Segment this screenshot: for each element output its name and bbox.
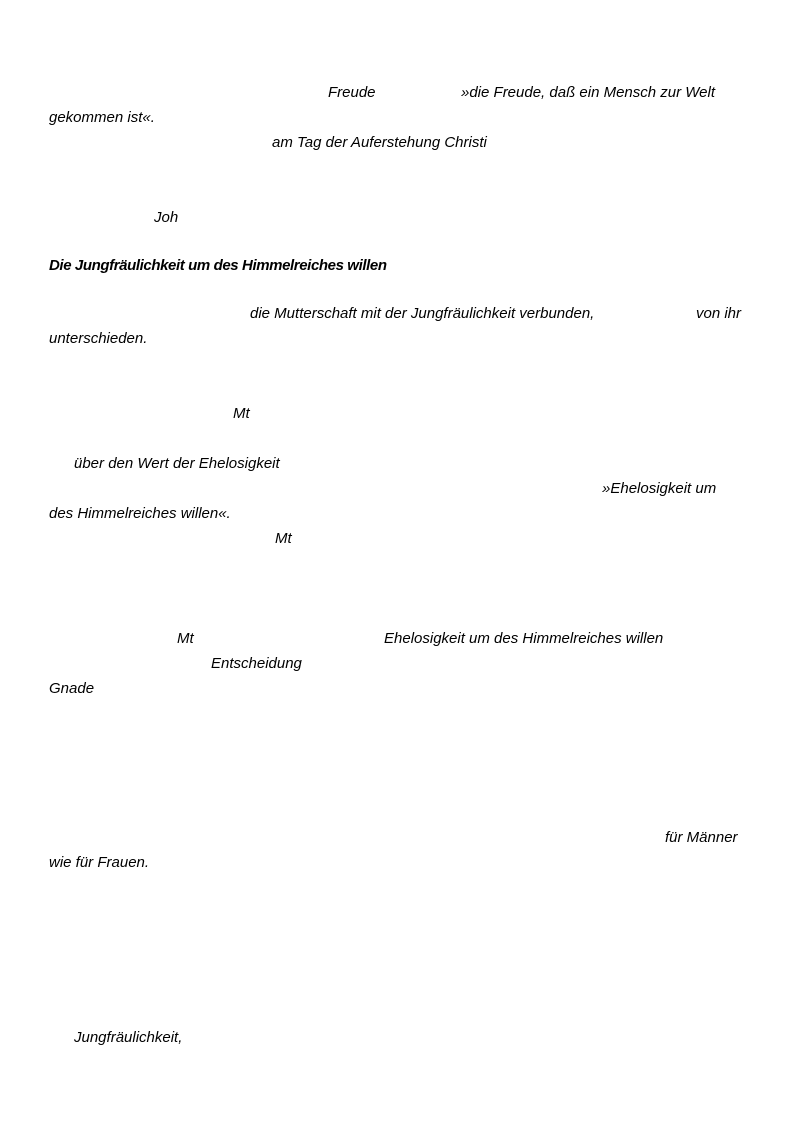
text-fragment-ehelosigkeit-um: »Ehelosigkeit um	[602, 480, 717, 497]
text-fragment-gekommen: gekommen ist«.	[49, 109, 155, 126]
text-fragment-mt-1: Mt	[233, 405, 250, 422]
section-heading: Die Jungfräulichkeit um des Himmelreiches willen	[49, 257, 387, 274]
text-fragment-unterschieden: unterschieden.	[49, 330, 148, 347]
text-fragment-mutterschaft: die Mutterschaft mit der Jungfräulichkeit verbunden,	[250, 305, 595, 322]
text-fragment-joh: Joh	[154, 209, 179, 226]
text-fragment-freude-quote: »die Freude, daß ein Mensch zur Welt	[461, 84, 716, 101]
text-fragment-ehelosigkeit-himmelreich: Ehelosigkeit um des Himmelreiches willen	[384, 630, 664, 647]
text-fragment-freude: Freude	[328, 84, 376, 101]
text-fragment-auferstehung: am Tag der Auferstehung Christi	[272, 134, 487, 151]
text-fragment-jungfraeulichkeit: Jungfräulichkeit,	[74, 1029, 183, 1046]
text-fragment-von-ihr: von ihr	[696, 305, 742, 322]
text-fragment-gnade: Gnade	[49, 680, 95, 697]
text-fragment-wert-ehelosigkeit: über den Wert der Ehelosigkeit	[74, 455, 280, 472]
text-fragment-wie-fuer-frauen: wie für Frauen.	[49, 854, 150, 871]
text-fragment-mt-3: Mt	[177, 630, 194, 647]
text-fragment-himmelreiches-willen: des Himmelreiches willen«.	[49, 505, 231, 522]
text-fragment-entscheidung: Entscheidung	[211, 655, 302, 672]
text-fragment-mt-2: Mt	[275, 530, 292, 547]
text-fragment-fuer-maenner: für Männer	[665, 829, 738, 846]
